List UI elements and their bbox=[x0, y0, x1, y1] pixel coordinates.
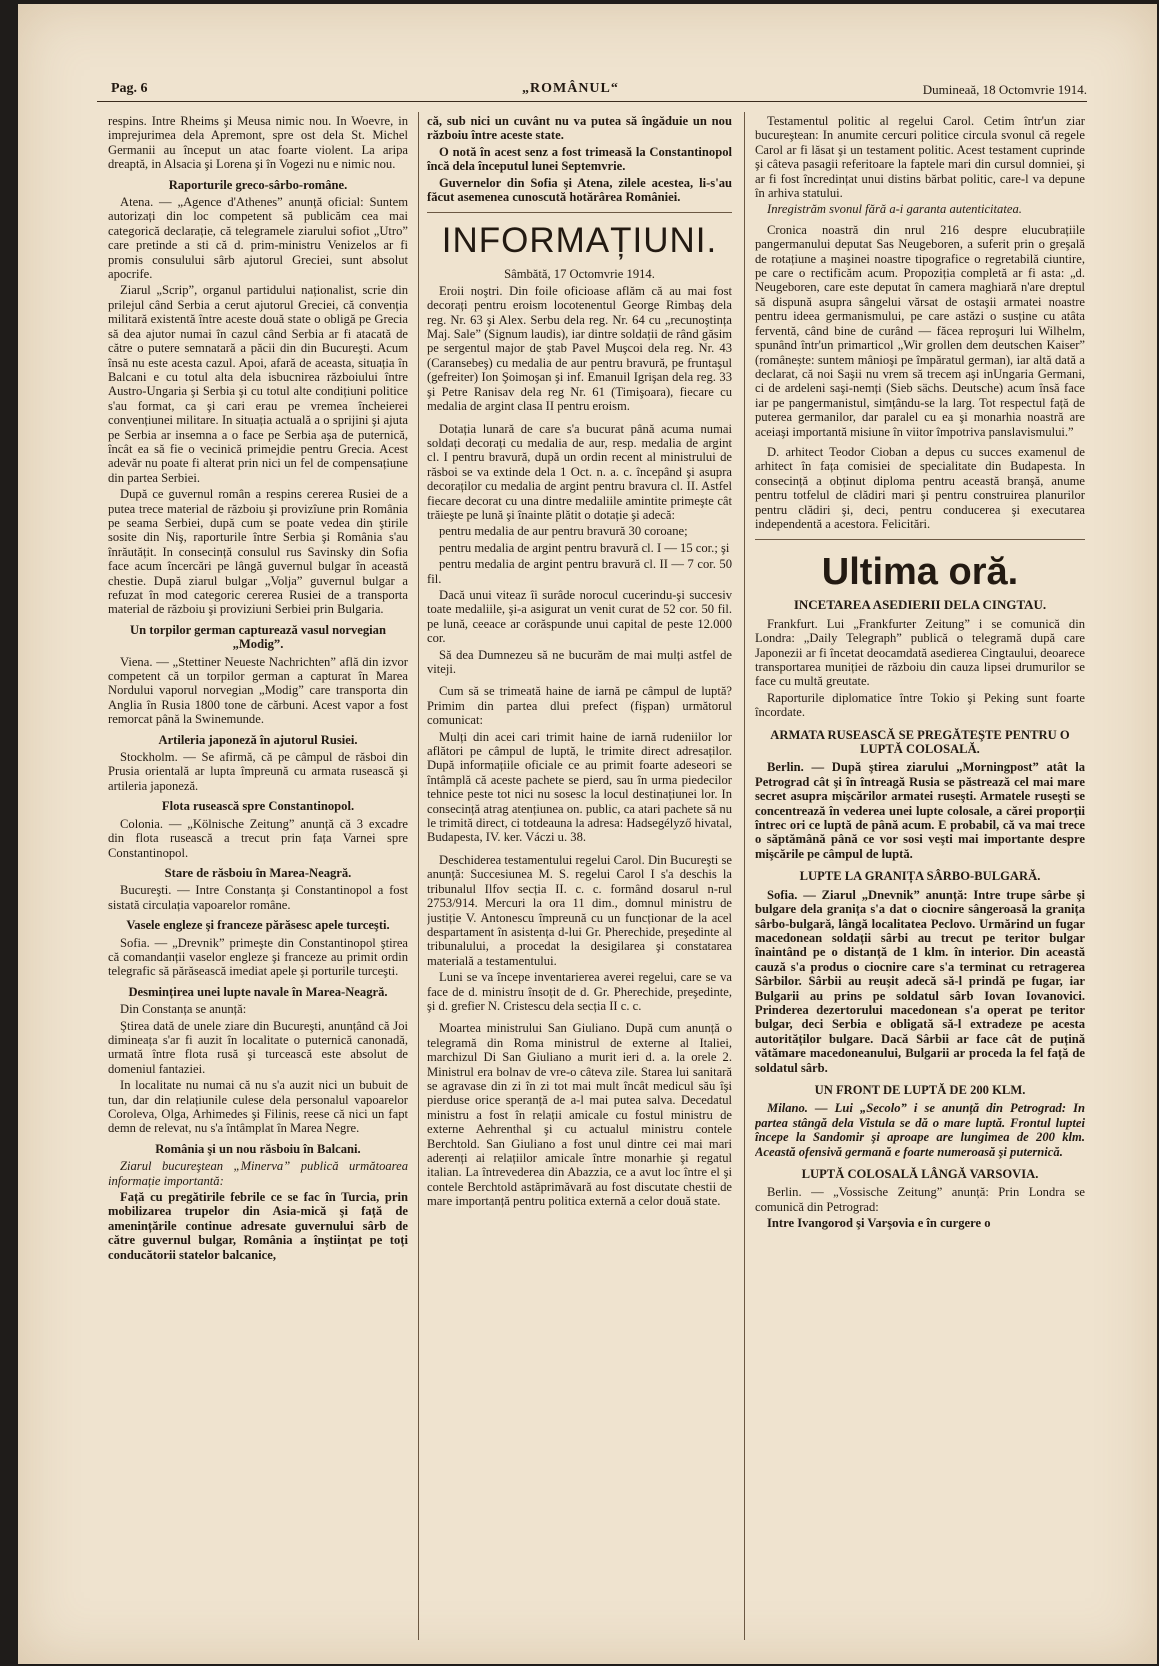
paragraph: Luni se va începe inventarierea averei regelui, care se va face de d. ministru însoțit de d. Gr. Pherechide, preşedinte, şi d. grefier N. Cristescu dela secția II c. c. bbox=[427, 970, 732, 1013]
article-heading: Artileria japoneză în ajutorul Rusiei. bbox=[158, 732, 358, 747]
dateline: Sâmbătă, 17 Octomvrie 1914. bbox=[504, 267, 655, 282]
section-title: INFORMAȚIUNI. bbox=[441, 221, 718, 261]
paragraph: Să dea Dumnezeu să ne bucurăm de mai mulți astfel de viteji. bbox=[427, 647, 732, 676]
paragraph: Guvernelor din Sofia şi Atena, zilele acestea, li-s'au făcut asemenea cunoscută hotărârea României. bbox=[427, 175, 732, 205]
paragraph: pentru medalia de argint pentru bravură cl. I — 15 cor.; şi bbox=[439, 540, 730, 555]
paragraph: pentru medalia de aur pentru bravură 30 coroane; bbox=[439, 524, 688, 539]
paragraph: Cronica noastră din nrul 216 despre elucubrațiile pangermanului deputat Sas Neugeboren, a suferit prin o greşală de rotațiune a maşinei noastre tipografice o regretabilă ciuntire, pe care o rectificăm acum. Propoziția completă ar fi asta: „d. Neugeboren, care este deputat în camera maghiară n'are dreptul să dispună asupra sângelui vărsat de ostaşii armatei noastre pentru ideea germanismului, pe care astăzi o susține cu atâta ferventă, când bine de curând — făcea reproşuri lui Wilhelm, spunând într'un primarticol „Wir grollen dem deutschen Kaiser” (românește: suntem mânioşi pe împăratul german), iar altă dată a declarat, că noi Saşii nu vrem să trecem aşi inUngaria Germani, ci de ardeleni saşi-nemți (Sieb sächs. Deutsche) acum însă face iar pe pangermanistul, simțându-se la larg. Tot respectul față de puterea germanilor, dar paralel cu ea şi monarhia noastră are aceiaşi importantă misiune în viitor împotriva panslavismului.” bbox=[755, 222, 1085, 439]
article-heading: Raporturile greco-sârbo-române. bbox=[168, 177, 348, 192]
news-subheading: UN FRONT DE LUPTĂ DE 200 KLM. bbox=[814, 1082, 1026, 1097]
article-heading: Desmințirea unei lupte navale în Marea-Neagră. bbox=[128, 984, 388, 999]
paragraph: Viena. — „Stettiner Neueste Nachrichten” află din izvor competent că un torpilor german a capturat în Marea Nordului vaporul norvegian „Modig” care transporta din Anglia în Rusia 1800 tone de cărbuni. Acest vapor a fost remorcat până la Swinemunde. bbox=[108, 654, 408, 727]
section-title: Ultima oră. bbox=[821, 551, 1019, 594]
paragraph: Deschiderea testamentului regelui Carol. Din Bucureşti se anunță: Succesiunea M. S. regelui Carol I s'a deschis la tribunalul Ilfov secția II. c. c. formând dosarul n-rul 2753/914. Mercuri la ora 11 dim., domnul ministru de justiție V. Antonescu împreună cu un funcționar de la acel despartament în asistența d-lui Gr. Pherechide, preşedinte al tribunalului, a procedat la desigilarea şi constatarea materială a testamentului. bbox=[427, 852, 732, 968]
paragraph: După ce guvernul român a respins cererea Rusiei de a putea trece material de războiu şi provizîune prin România pe seama Serbiei, după cum se poate vedea din ştirile sosite din Niş, raporturile între Serbia şi România s'au înrăutățit. In consecință consulul rus Savinsky din Sofia face acum încercări pe lângă guvernul bulgar în această chestie. După ziarul bulgar „Volja” guvernul bulgar a refuzat în mod categoric cererea Rusiei de a transporta material de războiu şi proviziuni Serbiei prin Bulgaria. bbox=[108, 487, 408, 617]
paragraph: Mulți din acei cari trimit haine de iarnă rudeniilor lor aflători pe câmpul de luptă, le trimite direct adresaților. După informațiile oficiale ce au primit foarte adeseori se întâmplă că aceste pachete se pierd, sau în urma piedecilor tehnice peste tot nici nu sosesc la locul destinațiunei lor. In consecință atrag atențiunea on. public, ca atari pachete să nu le trimită direct, ci totdeauna la adresa: Hadsegélyző hivatal, Budapesta, IV. ker. Váczi u. 38. bbox=[427, 729, 732, 845]
article-heading: Flota rusească spre Constantinopol. bbox=[161, 799, 355, 814]
article-heading: Vasele engleze şi franceze părăsesc apele turceşti. bbox=[126, 918, 390, 933]
paragraph: Intre Ivangorod şi Varşovia e în curgere o bbox=[767, 1216, 991, 1231]
news-subheading: ARMATA RUSEASCĂ SE PREGĂTEŞTE PENTRU O LUPTĂ COLOSALĂ. bbox=[770, 727, 1070, 757]
paragraph: Inregistrăm svonul fără a-i garanta autenticitatea. bbox=[767, 202, 1022, 217]
section-divider bbox=[427, 212, 732, 213]
paragraph: Bucureşti. — Intre Constanța şi Constantinopol a fost sistată circulația vapoarelor române. bbox=[108, 883, 408, 912]
paragraph: Sofia. — Ziarul „Dnevnik” anunță: Intre trupe sârbe şi bulgare dela granița s'a dat o ciocnire sângeroasă la granița sârbo-bulgară, lângă localitatea Peclovo. Urmărind un fugar macedonean soldații sârbi au trecut pe teritor bulgar înaintând pe o distanță de 1 klm. în interior. Din această cauză s'a produs o ciocnire care s'a terminat cu retragerea Sârbilor. Sârbii au reuşit adecă să-l prindă pe fugar, iar Bulgarii au prins pe soldatul sârb Iovan Iovanovici. Prinderea dezertorului macedonean s'a operat pe teritor bulgar, deci Serbia e obligată să-l extradeze pe acesta autorităților bulgare. Dacă Sârbii ar face cât de puțină vătămare macedoneanului, Bulgarii ar proceda la fel față de soldatul sârb. bbox=[755, 887, 1085, 1075]
paragraph: pentru medalia de argint pentru bravură cl. II — 7 cor. 50 fil. bbox=[427, 557, 732, 586]
column-divider bbox=[744, 112, 745, 1640]
paragraph: Stockholm. — Se afirmă, că pe câmpul de răsboi din Prusia orientală ar lupta împreună cu armata rusească şi artileria japoneză. bbox=[108, 750, 408, 793]
paragraph: Față cu pregătirile febrile ce se fac în Turcia, prin mobilizarea trupelor din Asia-mică şi față de amenințările continue adresate guvernului sârb de către guvernul bulgar, România a înştiințat pe toți conducătorii statelor balcanice, bbox=[108, 1190, 408, 1262]
paragraph: Ziarul „Scrip”, organul partidului naționalist, scrie din prilejul când Serbia a cerut ajutorul Greciei, că convenția militară existentă între aceste două state o obligă pe Grecia să dea ajutor numai în cazul când Serbia ar fi atacată de către o putere semnatară a păcii din din Bucureşti. Acum însă nu este acesta cazul. Apoi, afară de aceasta, situația în Balcani e cu totul alta dela isbucnirea războiului între Austro-Ungaria şi Serbia şi cu totul alte condițiuni politice s'au format, ca şi cari erau pe vremea încheierei convențiunei militare. In situația actuală a o sprijini şi ajuta pe Serbia ar insemna a o face pe Serbia aşa de puternică, încât ea să fie o vecinică primejdie pentru Grecia. Acest adevăr nu poate fi alterat prin nici un fel de compensațiune din partea Serbiei. bbox=[108, 283, 408, 485]
paragraph: Atena. — „Agence d'Athenes” anunță oficial: Suntem autorizați din loc competent să publicăm cea mai categorică declarație, că telegramele ziarului sofiot „Utro” care pretinde a sti că d. prim-ministru Venizelos ar fi promis consulului sârb ajutorul Greciei, sunt absolut apocrife. bbox=[108, 195, 408, 282]
column-2 bbox=[427, 114, 732, 1639]
article-heading: Un torpilor german capturează vasul norvegian „Modig”. bbox=[130, 622, 386, 652]
paragraph: D. arhitect Teodor Cioban a depus cu succes examenul de arhitect în fața comisiei de specialitate din Budapesta. In consecință a obținut diploma pentru această branşă, anume pentru totfelul de clădiri mari şi pentru construirea planurilor pentru clădiri şi, deci, pentru conducerea şi executarea independentă a acestora. Felicitări. bbox=[755, 444, 1085, 531]
paragraph: Cum să se trimeată haine de iarnă pe câmpul de luptă? Primim din partea dlui prefect (fişpan) următorul comunicat: bbox=[427, 684, 732, 728]
column-3 bbox=[755, 114, 1085, 1639]
paragraph: Testamentul politic al regelui Carol. Cetim într'un ziar bucureştean: In anumite cercuri politice circula svonul că regele Carol ar fi lăsat şi un testament politic. Acest testament cuprinde şi câteva pasagii referitoare la faptele mari din cursul domniei, şi ar fi fost încredințat unui distins bărbat politic, care-l va depune în arhiva statului. bbox=[755, 114, 1085, 201]
paragraph: Dotația lunară de care s'a bucurat până acuma numai soldați decorați cu medalia de aur, resp. medalia de argint cl. I pentru bravură, după un ordin recent al ministrului de răsboi se va extinde dela 1 Oct. n. a. c. începând şi asupra decoraților cu medalia de argint pentru bravura cl. II. Astfel fiecare decorat cu una dintre medaliile amintite primeşte cât trăieşte pe lună şi înainte plătit o dotație şi adecă: bbox=[427, 421, 732, 522]
paragraph: Colonia. — „Kölnische Zeitung” anunță că 3 excadre din flota rusească a trecut prin fața Varnei spre Constantinopol. bbox=[108, 816, 408, 860]
header-rule bbox=[97, 101, 1087, 102]
page-number: Pag. 6 bbox=[111, 81, 148, 96]
paragraph: Dacă unui viteaz îi surâde norocul cucerindu-şi succesiv toate medaliile, şi-a asigurat un venit curat de 52 cor. 50 fil. pe lună, ceeace ar corăspunde unui capital de peste 12.000 cor. bbox=[427, 587, 732, 646]
paragraph: Din Constanța se anunță: bbox=[120, 1002, 247, 1017]
paragraph: că, sub nici un cuvânt nu va putea să îngăduie un nou războiu între aceste state. bbox=[427, 114, 732, 143]
issue-date: Dumineaă, 18 Octomvrie 1914. bbox=[922, 82, 1087, 97]
news-subheading: LUPTĂ COLOSALĂ LÂNGĂ VARSOVIA. bbox=[801, 1167, 1039, 1181]
paragraph: Moartea ministrului San Giuliano. După cum anunță o telegramă din Roma ministrul de externe al Italiei, marchizul Di San Giuliano a murit ieri d. a. la orele 2. Ministrul era bolnav de vre-o câteva zile. Starea lui sanitară se agravase din zi în zi tot mai mult încât medicul său îşi pierduse orice speranță de a-l mai putea salva. Decedatul ministru a fost în relații amicale cu fostul ministru de externe Aehrenthal şi cu actualul ministru contele Berchtold. San Giuliano a fost unul dintre cei mai mari aderenți ai relațiilor amicale între monarhie şi regatul italian. La întrevederea din Abazzia, ce a avut loc între el şi contele Berchtold astăprimăvară au fost discutate chestii de mare importanță pentru politica externă a celor două state. bbox=[427, 1021, 732, 1209]
article-heading: România şi un nou răsboiu în Balcani. bbox=[155, 1141, 361, 1156]
paragraph: Ştirea dată de unele ziare din Bucureşti, anunțând că Joi dimineața s'ar fi auzit în localitate o puternică canonadă, urmată între flota rusă şi turcească este absolut de domeniul fantaziei. bbox=[108, 1018, 408, 1076]
paragraph: Milano. — Lui „Secolo” i se anunță din Petrograd: In partea stângă dela Vistula se dă o mare luptă. Frontul luptei începe la Sandomir şi aproape are lungimea de 200 klm. Această ofensivă germană e foarte numeroasă şi puternică. bbox=[755, 1101, 1085, 1159]
masthead: „ROMÂNUL“ bbox=[522, 81, 619, 96]
article-heading: Stare de răsboiu în Marea-Neagră. bbox=[164, 865, 352, 880]
paragraph: Ziarul bucureştean „Minerva” publică următoarea informație importantă: bbox=[108, 1159, 408, 1188]
column-1 bbox=[108, 114, 408, 1639]
paragraph: Frankfurt. Lui „Frankfurter Zeitung” i se comunică din Londra: „Daily Telegraph” publică o telegramă după care Japonezii ar fi încetat deocamdată asedierea Cingtaului, deoarece transportarea muniției de războiu din cauza lipsei drumurilor se face cu multă greutate. bbox=[755, 616, 1085, 689]
paragraph: In localitate nu numai că nu s'a auzit nici un bubuit de tun, dar din relațiunile culese dela personalul vapoarelor Coroleva, Olga, Arhimedes şi Filinis, reese că nici un fapt demn de relevat, nu s'a întâmplat în Marea Negre. bbox=[108, 1078, 408, 1136]
paragraph: respins. Intre Rheims şi Meusa nimic nou. In Woevre, in imprejurimea dela Apremont, spre ost dela St. Michel Germanii au început un atac foarte violent. La aripa dreaptă, in Alsacia şi Lorena şi în Vogezi nu e nimic nou. bbox=[108, 114, 408, 172]
paragraph: Berlin. — După ştirea ziarului „Morningpost” atât la Petrograd cât şi în întreagă Rusia se păstrează cel mai mare secret asupra mişcărilor armatei ruseşti. Armatele ruseşti se concentrează în vederea unei lupte colosale, a cărei proporții întrec ori ce luptă de până acum. E probabil, că va mai trece o săptămână până ce vor sosi veşti mai importante despre mişcările pe câmpul de luptă. bbox=[755, 760, 1085, 861]
paragraph: Sofia. — „Drevnik” primeşte din Constantinopol ştirea că comandanții vaselor engleze şi franceze au primit ordin telegrafic să părăsească imediat apele şi porturile turceşti. bbox=[108, 935, 408, 979]
news-subheading: LUPTE LA GRANIȚA SÂRBO-BULGARĂ. bbox=[799, 869, 1041, 884]
paragraph: O notă în acest senz a fost trimeasă la Constantinopol încă dela începutul lunei Septemvrie. bbox=[427, 144, 732, 174]
news-subheading: INCETAREA ASEDIERII DELA CINGTAU. bbox=[793, 597, 1047, 613]
column-divider bbox=[418, 112, 419, 1640]
paragraph: Eroii noştri. Din foile oficioase aflăm că au mai fost decorați pentru eroism locotenentul George Rimbaş dela reg. Nr. 63 şi Alex. Serbu dela reg. Nr. 64 cu „recunoştința Maj. Sale” (Signum laudis), iar dintre soldații de rând găsim pe sergentul major de ştab Pavel Muşcoi dela reg. Nr. 43 (Caransebeş) cu medalia de aur pentru bravură, pe fruntaşul (gefreiter) Ion Şoimoşan şi inf. Emanuil Igrişan dela reg. 33 şi Petre Ranisav dela reg Nr. 61 (Timişoara), fiecare cu medalia de argint clasa II pentru eroism. bbox=[427, 283, 732, 414]
paragraph: Berlin. — „Vossische Zeitung” anunță: Prin Londra se comunică din Petrograd: bbox=[755, 1185, 1085, 1214]
section-divider bbox=[755, 539, 1085, 540]
page-header bbox=[97, 78, 1087, 100]
paragraph: Raporturile diplomatice între Tokio şi Peking sunt foarte încordate. bbox=[755, 690, 1085, 720]
